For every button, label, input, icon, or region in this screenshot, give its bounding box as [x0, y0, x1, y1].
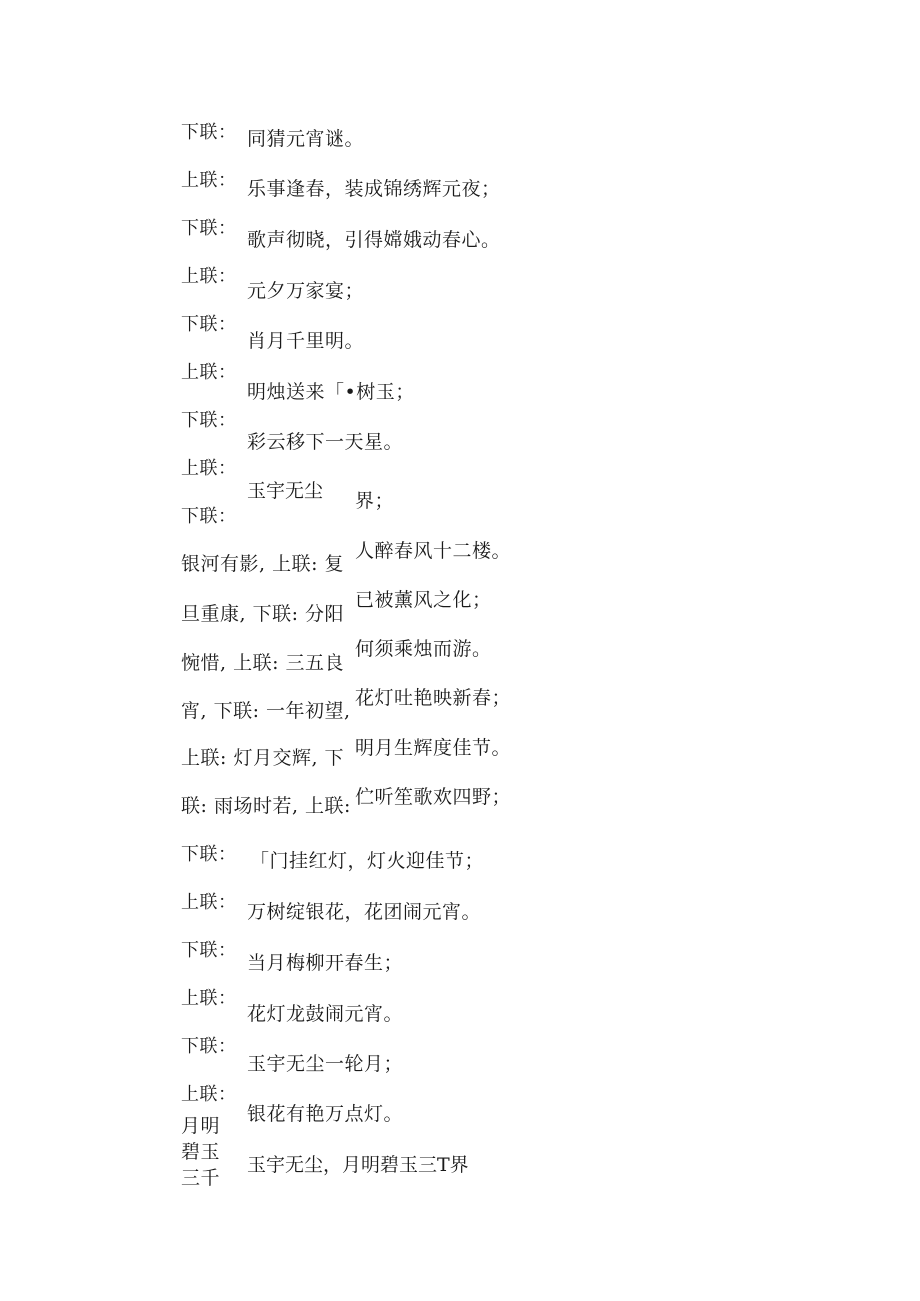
right-column-line: 花灯吐艳映新春；: [355, 687, 512, 709]
couplet-label: 下联：: [181, 506, 237, 527]
couplet-text: 肖月千里明。: [247, 330, 365, 352]
left-column-line: 惋惜, 上联: 三五良: [181, 652, 345, 674]
couplet-text: 歌声彻晓，引得嫦娥动春心。: [247, 229, 501, 251]
couplet-text: 彩云移下一天星。: [247, 431, 404, 453]
couplet-label: 上联：: [181, 988, 237, 1009]
couplet-label: 下联：: [181, 844, 237, 865]
couplet-text: 玉宇无尘: [247, 480, 324, 502]
couplet-text: 万树绽银花，花团闹元宵。: [247, 901, 482, 923]
right-column-line: 人醉春风十二楼。: [355, 540, 512, 562]
right-column-line: 界；: [355, 490, 395, 512]
narrow-column-line: 三千: [181, 1167, 221, 1189]
right-column-line: 伫听笙歌欢四野；: [355, 786, 512, 808]
couplet-text: 乐事逢春，装成锦绣辉元夜；: [247, 178, 501, 200]
couplet-label: 下联：: [181, 314, 237, 335]
right-column-line: 何须乘烛而游。: [355, 638, 492, 660]
couplet-label: 上联：: [181, 892, 237, 913]
clipped-text: [247, 1153, 487, 1176]
couplet-label: 上联：: [181, 266, 237, 287]
couplet-label: 下联：: [181, 218, 237, 239]
couplet-text: 玉宇无尘，月明碧玉三T界: [247, 1154, 469, 1176]
right-column-line: 明月生辉度佳节。: [355, 737, 512, 759]
couplet-text: 同猜元宵谜。: [247, 128, 365, 150]
couplet-text: 花灯龙鼓闹元宵。: [247, 1003, 404, 1025]
couplet-text: 元夕万家宴；: [247, 280, 365, 302]
left-column-line: 旦重康, 下联: 分阳: [181, 603, 345, 625]
couplet-label: 下联：: [181, 940, 237, 961]
narrow-column-line: 碧玉: [181, 1141, 221, 1163]
right-column-line: 已被薰风之化；: [355, 589, 492, 611]
couplet-text: 玉宇无尘一轮月；: [247, 1053, 404, 1075]
couplet-label: 下联：: [181, 1036, 237, 1057]
clipped-text: [247, 479, 342, 502]
left-column-line: 上联: 灯月交辉, 下: [181, 747, 345, 769]
couplet-label: 下联：: [181, 410, 237, 431]
couplet-text: 银花有艳万点灯。: [247, 1103, 404, 1125]
couplet-label: 上联：: [181, 1084, 237, 1105]
couplet-label: 上联：: [181, 458, 237, 479]
couplet-label: 上联：: [181, 362, 237, 383]
narrow-column-line: 月明: [181, 1115, 221, 1137]
couplet-text: 明烛送来「•树玉；: [247, 381, 415, 403]
couplet-text: 「门挂红灯，灯火迎佳节；: [250, 850, 485, 872]
left-column-line: 宵, 下联: 一年初望,: [181, 700, 351, 722]
couplet-label: 下联：: [181, 122, 237, 143]
couplet-text: 当月梅柳开春生；: [247, 952, 404, 974]
couplet-label: 上联：: [181, 170, 237, 191]
left-column-line: 银河有影, 上联: 复: [181, 553, 345, 575]
left-column-line: 联: 雨场时若, 上联:: [181, 795, 351, 817]
